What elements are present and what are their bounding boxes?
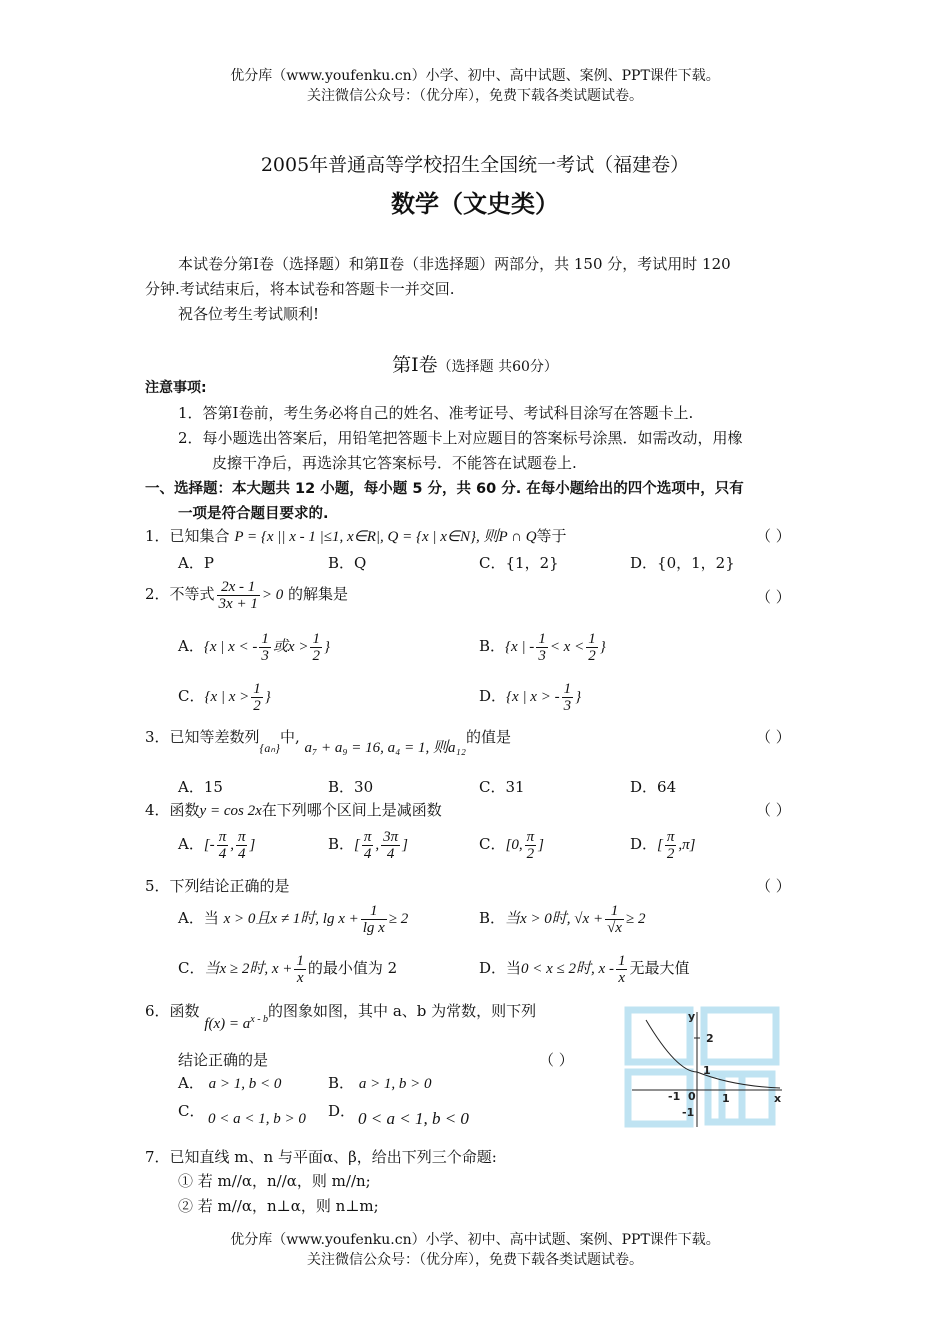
q2-option-d-end: } xyxy=(575,689,582,705)
q6-option-a-label: A． xyxy=(178,1074,204,1092)
q4-c-frac xyxy=(525,829,537,862)
q4-a-frac2-den: 4 xyxy=(237,845,246,862)
q2-b-frac2-den: 2 xyxy=(588,647,596,664)
x-tick-label-1: 1 xyxy=(722,1092,730,1105)
q2-option-b-mid: < x < xyxy=(549,639,585,655)
footer-line-1: 优分库（www.youfenku.cn）小学、初中、高中试题、案例、PPT课件下载。 xyxy=(230,1232,720,1248)
q4-d-right: ,π] xyxy=(678,837,696,853)
q2-option-a xyxy=(178,628,330,665)
q2-option-d-pre: {x | x > - xyxy=(506,689,560,705)
question-5-stem: 5．下列结论正确的是 xyxy=(145,877,290,895)
q5-option-d xyxy=(479,950,689,987)
q2-b-frac2-num: 1 xyxy=(588,630,596,647)
q2-option-b xyxy=(479,628,606,665)
q4-d-left: [ xyxy=(657,837,663,853)
q6-option-b-label: B． xyxy=(328,1074,355,1092)
question-6-tail: 的图象如图，其中 a、b 为常数，则下列 xyxy=(268,1002,537,1020)
question-1-answer-paren: （ ） xyxy=(756,527,791,545)
q4-b-frac1-den: 4 xyxy=(363,845,372,862)
question-6-answer-paren: （ ） xyxy=(539,1051,574,1069)
q4-option-c-label: C． xyxy=(479,835,506,853)
footer-line-2: 关注微信公众号：（优分库），免费下载各类试题试卷。 xyxy=(307,1252,643,1268)
q4-a-left: [- xyxy=(203,837,215,853)
q4-a-comma: , xyxy=(230,837,234,853)
q2-option-b-frac2 xyxy=(586,631,598,664)
q5-c-expr: 当x ≥ 2时, x + xyxy=(204,961,293,977)
q4-option-a-label: A． xyxy=(178,835,204,853)
note-2-line-1: 2．每小题选出答案后，用铅笔把答题卡上对应题目的答案标号涂黑．如需改动，用橡 xyxy=(178,429,743,447)
q5-c-frac-den: x xyxy=(296,969,304,986)
q4-c-left: [0, xyxy=(505,837,523,853)
q5-a-frac xyxy=(361,903,387,936)
q4-b-left: [ xyxy=(354,837,360,853)
y-tick-label-neg1: -1 xyxy=(682,1106,695,1119)
q6-function-base: f(x) = a xyxy=(204,1016,251,1032)
q4-b-frac2-num: 3π xyxy=(383,828,399,845)
q3-option-c: C．31 xyxy=(479,778,525,796)
q1-option-a: A．P xyxy=(178,554,214,572)
q5-b-expr: 当x > 0时, √x + xyxy=(505,911,604,927)
intro-paragraph-line-1: 本试卷分第Ⅰ卷（选择题）和第Ⅱ卷（非选择题）两部分，共 150 分，考试用时 120 xyxy=(178,255,731,273)
q6-option-a-expr: a > 1, b < 0 xyxy=(208,1076,282,1092)
y-tick-label-1: 1 xyxy=(703,1064,711,1077)
q6-option-d-label: D． xyxy=(328,1102,356,1120)
q2-a-frac1-den: 3 xyxy=(261,647,269,664)
q4-a-right: ] xyxy=(249,837,256,853)
q5-d-frac-den: x xyxy=(618,969,626,986)
q2-option-b-frac1 xyxy=(536,631,548,664)
q2-c-frac-den: 2 xyxy=(253,697,261,714)
q2-option-b-pre: {x | - xyxy=(505,639,535,655)
q4-d-frac-num: π xyxy=(666,828,675,845)
q5-b-tail: ≥ 2 xyxy=(625,911,646,927)
q5-a-frac-num: 1 xyxy=(361,903,387,920)
q4-b-frac1 xyxy=(362,829,374,862)
q3-option-b: B．30 xyxy=(328,778,374,796)
subject-title: 数学（文史类） xyxy=(391,190,559,218)
q6-option-c-expr: 0 < a < 1, b > 0 xyxy=(208,1111,306,1127)
q4-c-right: ] xyxy=(538,837,544,853)
q5-d-frac-num: 1 xyxy=(617,952,626,969)
q4-option-d xyxy=(630,826,696,863)
question-1-tail: 等于 xyxy=(536,527,567,545)
q2-option-a-end: } xyxy=(323,639,330,655)
note-1: 1．答第Ⅰ卷前，考生务必将自己的姓名、准考证号、考试科目涂写在答题卡上. xyxy=(178,404,694,422)
question-1-number: 1．已知集合 xyxy=(145,527,230,545)
watermark-block-1 xyxy=(628,1010,690,1062)
q2-option-a-frac1 xyxy=(259,631,271,664)
q3-option-a: A．15 xyxy=(178,778,223,796)
q2-option-c-frac xyxy=(251,681,263,714)
question-4-number: 4．函数 xyxy=(145,801,200,819)
q5-option-c xyxy=(178,950,397,987)
question-3-condition: a₇ + a₉ = 16, a₄ = 1, 则a₁₂ xyxy=(304,740,466,756)
q4-option-c xyxy=(479,826,544,863)
question-6-number: 6．函数 xyxy=(145,1002,200,1020)
q4-a-frac1-den: 4 xyxy=(218,845,227,862)
q6-option-c-label: C． xyxy=(178,1102,205,1120)
q5-c-frac xyxy=(294,953,306,986)
question-6-function xyxy=(204,1016,268,1032)
question-7-stem: 7．已知直线 m、n 与平面α、β，给出下列三个命题: xyxy=(145,1148,497,1166)
q5-a-frac-den: lg x xyxy=(362,919,385,936)
q2-option-c-label: C． xyxy=(178,687,205,705)
question-2-answer-paren: （ ） xyxy=(756,588,791,606)
q2-d-frac-den: 3 xyxy=(563,697,572,714)
q2-a-frac1-num: 1 xyxy=(261,630,269,647)
q5-c-tail: 的最小值为 2 xyxy=(307,959,398,977)
question-6-line-2: 结论正确的是 xyxy=(178,1051,269,1069)
q2-fraction-numerator: 2x - 1 xyxy=(217,579,260,596)
q2-b-frac1-den: 3 xyxy=(538,647,546,664)
section-title xyxy=(0,350,950,377)
q4-a-frac1-num: π xyxy=(218,828,227,845)
q2-option-c-end: } xyxy=(264,689,271,705)
x-axis-label: x xyxy=(774,1092,782,1105)
exam-title: 2005年普通高等学校招生全国统一考试（福建卷） xyxy=(260,154,690,176)
header-line-2: 关注微信公众号：（优分库），免费下载各类试题试卷。 xyxy=(307,88,643,104)
q6-option-a xyxy=(178,1072,281,1093)
question-7-statement-1: ① 若 m//α，n//α，则 m//n; xyxy=(178,1172,371,1190)
question-2-stem xyxy=(145,576,348,613)
q5-b-frac-den: √x xyxy=(607,919,622,936)
q6-function-exponent: x - b xyxy=(250,1014,269,1025)
q5-option-a-label: A．当 xyxy=(178,909,219,927)
q5-d-expr: 0 < x ≤ 2时, x - xyxy=(521,961,614,977)
q5-option-d-label: D．当 xyxy=(479,959,522,977)
part-one-instructions-line-2: 一项是符合题目要求的. xyxy=(178,506,329,522)
q2-c-frac-num: 1 xyxy=(253,680,261,697)
origin-label: 0 xyxy=(688,1090,696,1103)
q2-option-d-label: D． xyxy=(479,687,507,705)
y-tick-label-2: 2 xyxy=(706,1032,714,1045)
q2-b-frac1-num: 1 xyxy=(538,630,546,647)
q5-option-b-label: B． xyxy=(479,909,506,927)
notes-title: 注意事项: xyxy=(145,380,207,396)
q4-b-frac2-den: 4 xyxy=(386,845,395,862)
q2-option-d-frac xyxy=(562,681,574,714)
q5-option-a xyxy=(178,900,408,937)
question-4-tail: 在下列哪个区间上是减函数 xyxy=(261,801,442,819)
q2-a-frac2-den: 2 xyxy=(312,647,320,664)
question-3-answer-paren: （ ） xyxy=(756,728,791,746)
q4-a-frac1 xyxy=(217,829,229,862)
question-2-gt-zero: > 0 xyxy=(261,587,284,603)
q2-option-d xyxy=(479,678,581,715)
q6-option-b-expr: a > 1, b > 0 xyxy=(358,1076,432,1092)
q4-a-frac2 xyxy=(236,829,248,862)
q5-b-frac-num: 1 xyxy=(605,903,624,920)
x-tick-label-neg1: -1 xyxy=(668,1090,681,1103)
watermark-block-4 xyxy=(708,1074,772,1122)
q5-a-expr: x > 0且x ≠ 1时, lg x + xyxy=(223,911,359,927)
y-axis-label: y xyxy=(688,1010,696,1023)
q2-option-c-pre: {x | x > xyxy=(204,689,250,705)
q4-d-frac-den: 2 xyxy=(666,845,675,862)
question-7-statement-2: ② 若 m//α，n⊥α，则 n⊥m; xyxy=(178,1197,379,1215)
q2-option-b-label: B． xyxy=(479,637,506,655)
question-5-answer-paren: （ ） xyxy=(756,877,791,895)
q4-c-frac-den: 2 xyxy=(526,845,535,862)
q1-option-c: C．{1，2} xyxy=(479,554,559,572)
question-3-mid: 中, xyxy=(279,728,300,746)
q2-option-b-end: } xyxy=(599,639,606,655)
question-4-answer-paren: （ ） xyxy=(756,801,791,819)
header-line-1: 优分库（www.youfenku.cn）小学、初中、高中试题、案例、PPT课件下载。 xyxy=(230,68,720,84)
intro-wish: 祝各位考生考试顺利! xyxy=(178,305,320,323)
q2-option-a-pre: {x | x < - xyxy=(203,639,258,655)
question-6-stem xyxy=(145,1000,537,1032)
section-title-main: 第Ⅰ卷 xyxy=(392,354,438,376)
function-graph xyxy=(622,1002,787,1132)
question-3-tail: 的值是 xyxy=(465,728,511,746)
q5-option-c-label: C． xyxy=(178,959,205,977)
question-4-stem xyxy=(145,799,442,820)
q3-option-d: D．64 xyxy=(630,778,677,796)
q2-a-frac2-num: 1 xyxy=(312,630,320,647)
q5-b-frac xyxy=(605,903,624,936)
exponential-curve xyxy=(646,1020,780,1088)
q4-a-frac2-num: π xyxy=(237,828,246,845)
q2-fraction-denominator: 3x + 1 xyxy=(218,595,258,612)
q6-option-d-expr: 0 < a < 1, b < 0 xyxy=(358,1109,469,1128)
question-3-sequence: {aₙ} xyxy=(259,741,280,755)
question-1-sets: P = {x || x - 1 |≤1, x∈R|, Q = {x | x∈N}, 则P ∩ Q xyxy=(234,529,537,545)
q4-b-frac2 xyxy=(381,829,400,862)
q1-option-b: B．Q xyxy=(328,554,367,572)
question-1-stem xyxy=(145,525,567,546)
watermark-block-2 xyxy=(628,1072,690,1124)
q4-option-b-label: B． xyxy=(328,835,355,853)
watermark-block-3 xyxy=(704,1010,776,1062)
question-4-function: y = cos 2x xyxy=(199,803,262,819)
question-2-number: 2．不等式 xyxy=(145,585,215,603)
question-2-tail: 的解集是 xyxy=(287,585,348,603)
q4-c-frac-num: π xyxy=(526,828,535,845)
q5-c-frac-num: 1 xyxy=(296,952,304,969)
q2-option-a-label: A． xyxy=(178,637,204,655)
q4-option-b xyxy=(328,826,408,863)
q6-option-b xyxy=(328,1072,432,1093)
q2-d-frac-num: 1 xyxy=(563,680,572,697)
q4-b-comma: , xyxy=(375,837,380,853)
part-one-instructions-line-1: 一、选择题：本大题共 12 小题，每小题 5 分，共 60 分. 在每小题给出的四个选项中，只有 xyxy=(145,481,744,497)
q4-option-d-label: D． xyxy=(630,835,658,853)
q4-b-frac1-num: π xyxy=(363,828,372,845)
q4-b-right: ] xyxy=(402,837,408,853)
q4-d-frac xyxy=(665,829,677,862)
q2-option-a-mid: 或x > xyxy=(272,639,309,655)
q1-option-d: D．{0，1，2} xyxy=(630,554,735,572)
q5-d-frac xyxy=(616,953,628,986)
q4-option-a xyxy=(178,826,255,863)
q2-option-c xyxy=(178,678,271,715)
q5-option-b xyxy=(479,900,645,937)
question-3-stem xyxy=(145,726,511,756)
intro-paragraph-line-2: 分钟.考试结束后，将本试卷和答题卡一并交回. xyxy=(145,280,455,298)
q5-a-tail: ≥ 2 xyxy=(388,911,409,927)
q5-d-tail: 无最大值 xyxy=(629,959,690,977)
question-3-number: 3．已知等差数列 xyxy=(145,728,260,746)
q2-option-a-frac2 xyxy=(310,631,322,664)
section-title-sub: （选择题 共60分） xyxy=(437,359,558,375)
question-2-fraction xyxy=(217,579,260,612)
note-2-line-2: 皮擦干净后，再选涂其它答案标号．不能答在试题卷上. xyxy=(212,454,577,472)
